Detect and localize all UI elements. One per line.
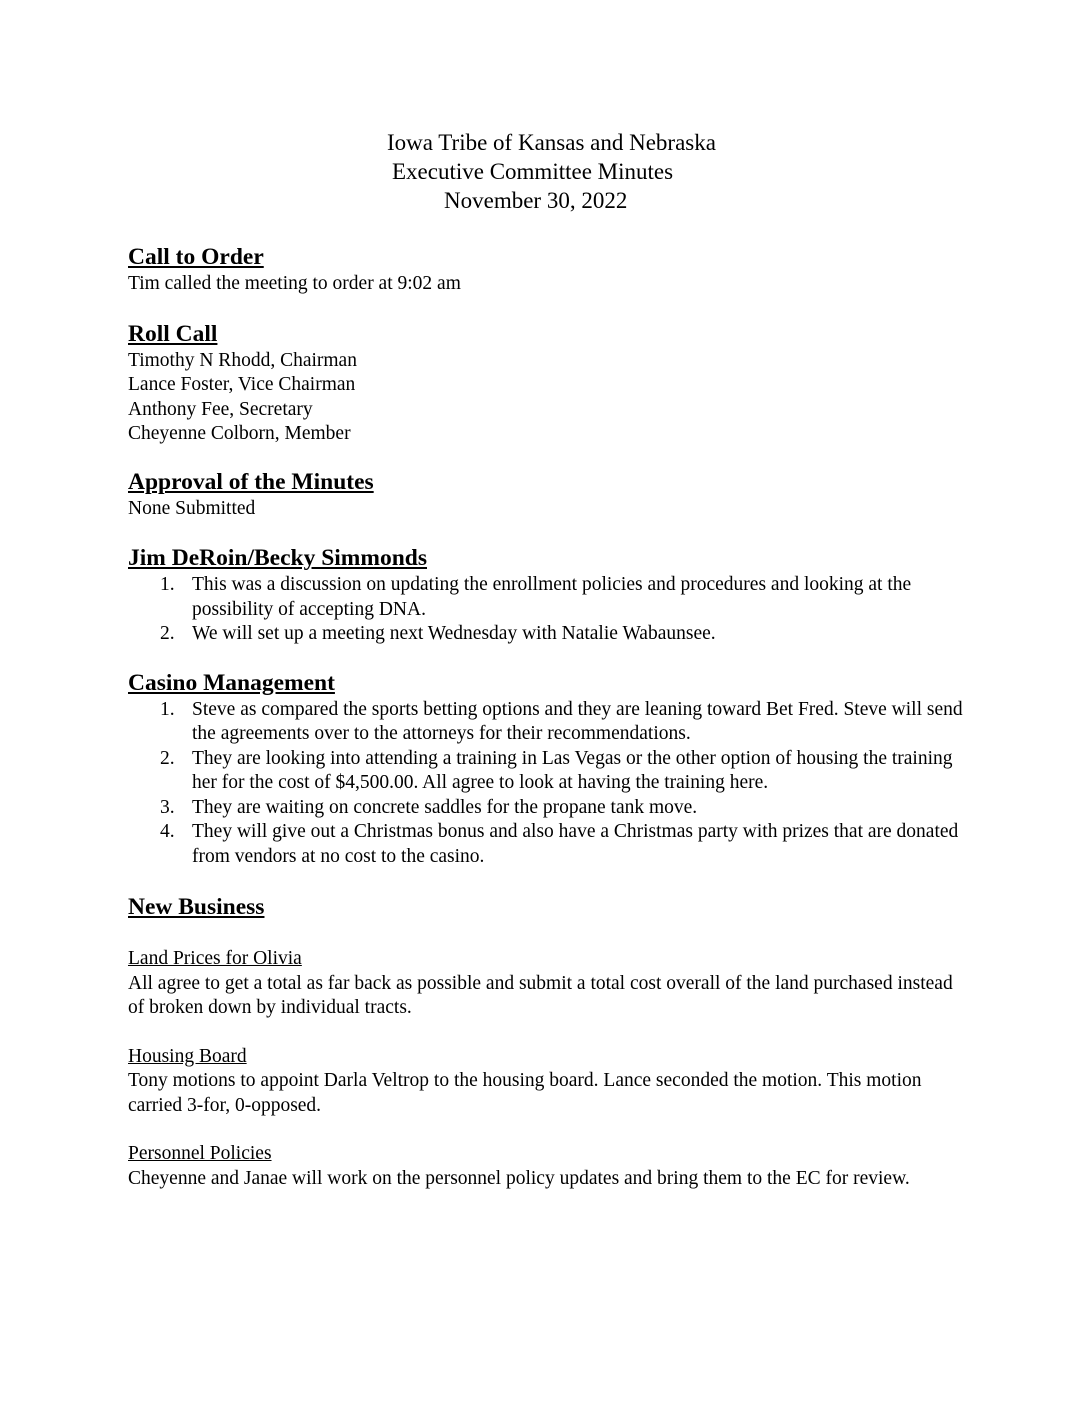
section-roll-call xyxy=(128,320,968,447)
roll-call-member: Timothy N Rhodd, Chairman xyxy=(128,349,357,371)
list-text: They are waiting on concrete saddles for the propane tank move. xyxy=(192,796,698,818)
list-number: 1. xyxy=(160,574,175,595)
header-date: November 30, 2022 xyxy=(444,188,628,213)
subsection-land-prices xyxy=(128,947,968,1021)
list-number: 2. xyxy=(160,623,175,644)
roll-call-member: Lance Foster, Vice Chairman xyxy=(128,374,356,395)
section-approval xyxy=(128,468,968,522)
list-number: 3. xyxy=(160,796,175,818)
list-text: We will set up a meeting next Wednesday with Natalie Wabaunsee. xyxy=(192,623,716,644)
section-call-to-order xyxy=(128,243,968,297)
numbered-list xyxy=(128,698,968,870)
list-item xyxy=(128,820,968,869)
section-casino xyxy=(128,669,968,870)
section-new-business xyxy=(128,893,968,1191)
list-item xyxy=(128,698,968,747)
roll-call-member: Cheyenne Colborn, Member xyxy=(128,423,351,444)
subsection-heading: Housing Board xyxy=(128,1045,247,1067)
section-heading: Approval of the Minutes xyxy=(128,468,374,495)
list-number: 4. xyxy=(160,821,175,842)
list-number: 1. xyxy=(160,698,175,720)
section-text: None Submitted xyxy=(128,497,256,519)
subsection-housing-board xyxy=(128,1045,968,1119)
subsection-heading: Land Prices for Olivia xyxy=(128,948,302,969)
list-text: They will give out a Christmas bonus and also have a Christmas party with prizes that are donated from vendors at no cost to the casino. xyxy=(192,821,959,867)
subsection-heading: Personnel Policies xyxy=(128,1143,272,1164)
list-text: This was a discussion on updating the enrollment policies and procedures and looking at the possibility of accepting DNA. xyxy=(192,574,912,620)
minutes-body xyxy=(128,243,968,1215)
subsection-text: Cheyenne and Janae will work on the personnel policy updates and bring them to the EC for review. xyxy=(128,1167,910,1189)
section-heading: New Business xyxy=(128,894,265,920)
roll-call-member: Anthony Fee, Secretary xyxy=(128,398,313,420)
subsection-text: Tony motions to appoint Darla Veltrop to the housing board. Lance seconded the motion. This motion carried 3-for, 0-opposed. xyxy=(128,1070,922,1116)
subsection-personnel-policies xyxy=(128,1142,968,1191)
subsection-text: All agree to get a total as far back as possible and submit a total cost overall of the land purchased instead of broken down by individual tracts. xyxy=(128,972,953,1018)
list-text: They are looking into attending a training in Las Vegas or the other option of housing the training her for the cost of $4,500.00. All agree to look at having the training here. xyxy=(192,747,953,793)
list-item xyxy=(128,622,968,647)
section-jim-deroin xyxy=(128,544,968,647)
header-organization: Iowa Tribe of Kansas and Nebraska xyxy=(387,130,716,155)
section-heading: Roll Call xyxy=(128,320,218,347)
list-item xyxy=(128,747,968,796)
list-item xyxy=(128,796,968,821)
numbered-list xyxy=(128,573,968,647)
list-item xyxy=(128,573,968,622)
list-number: 2. xyxy=(160,747,175,769)
section-heading: Jim DeRoin/Becky Simmonds xyxy=(128,545,427,571)
section-heading: Casino Management xyxy=(128,669,335,696)
section-heading: Call to Order xyxy=(128,244,264,270)
section-text: Tim called the meeting to order at 9:02 am xyxy=(128,273,461,294)
header-title: Executive Committee Minutes xyxy=(392,159,674,184)
list-text: Steve as compared the sports betting options and they are leaning toward Bet Fred. Steve will send the agreements over to the attorneys for their recommendations. xyxy=(192,698,963,744)
